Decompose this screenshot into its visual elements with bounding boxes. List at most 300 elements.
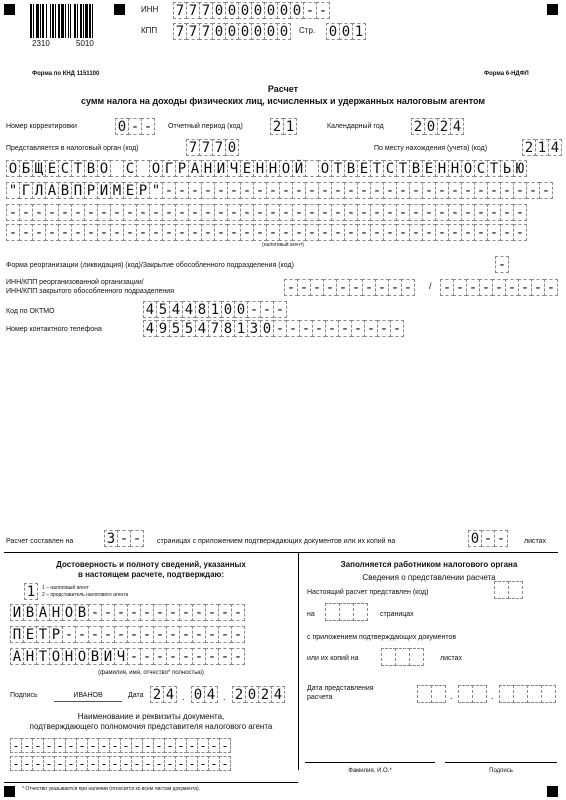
- char-cell[interactable]: -: [440, 279, 454, 296]
- char-cell[interactable]: -: [197, 756, 209, 771]
- char-cell[interactable]: -: [461, 224, 475, 241]
- char-cell[interactable]: -: [505, 279, 519, 296]
- char-cell[interactable]: -: [299, 320, 313, 337]
- char-cell[interactable]: -: [201, 182, 215, 199]
- char-cell[interactable]: -: [123, 204, 137, 221]
- char-cell[interactable]: -: [325, 320, 339, 337]
- char-cell[interactable]: 1: [24, 583, 38, 600]
- char-cell[interactable]: 2: [150, 686, 164, 703]
- char-cell[interactable]: -: [247, 301, 261, 318]
- char-cell[interactable]: -: [153, 648, 167, 665]
- char-cell[interactable]: -: [110, 224, 124, 241]
- char-cell[interactable]: Т: [71, 160, 85, 177]
- char-cell[interactable]: -: [388, 279, 402, 296]
- char-cell[interactable]: -: [208, 756, 220, 771]
- char-cell[interactable]: 0: [225, 139, 239, 156]
- char-cell[interactable]: Л: [32, 182, 46, 199]
- char-cell[interactable]: -: [338, 320, 352, 337]
- char-cell[interactable]: -: [166, 626, 180, 643]
- char-cell[interactable]: -: [65, 756, 77, 771]
- char-cell[interactable]: Г: [162, 160, 176, 177]
- char-cell[interactable]: -: [162, 204, 176, 221]
- char-cell[interactable]: -: [179, 648, 193, 665]
- char-cell[interactable]: -: [205, 604, 219, 621]
- char-cell[interactable]: -: [231, 648, 245, 665]
- char-cell[interactable]: -: [227, 224, 241, 241]
- char-cell[interactable]: -: [109, 756, 121, 771]
- char-cell[interactable]: П: [10, 626, 24, 643]
- char-cell[interactable]: -: [240, 182, 254, 199]
- char-cell[interactable]: -: [98, 756, 110, 771]
- char-cell[interactable]: -: [500, 204, 514, 221]
- char-cell[interactable]: В: [88, 648, 102, 665]
- char-cell[interactable]: -: [487, 204, 501, 221]
- char-cell[interactable]: ": [6, 182, 20, 199]
- date-month-cells[interactable]: [191, 686, 217, 703]
- char-cell[interactable]: -: [479, 279, 493, 296]
- char-cell[interactable]: 5: [169, 320, 183, 337]
- inspector-day-box-2[interactable]: [431, 685, 446, 703]
- char-cell[interactable]: -: [362, 279, 376, 296]
- char-cell[interactable]: -: [10, 738, 22, 753]
- char-cell[interactable]: -: [292, 224, 306, 241]
- char-cell[interactable]: С: [123, 160, 137, 177]
- char-cell[interactable]: Е: [23, 626, 37, 643]
- char-cell[interactable]: -: [396, 182, 410, 199]
- char-cell[interactable]: -: [140, 648, 154, 665]
- char-cell[interactable]: -: [214, 204, 228, 221]
- char-cell[interactable]: -: [481, 530, 495, 547]
- char-cell[interactable]: -: [357, 224, 371, 241]
- reorg-kpp-cells[interactable]: [440, 279, 557, 296]
- char-cell[interactable]: -: [422, 224, 436, 241]
- char-cell[interactable]: -: [487, 182, 501, 199]
- char-cell[interactable]: Т: [331, 160, 345, 177]
- char-cell[interactable]: -: [127, 648, 141, 665]
- char-cell[interactable]: -: [266, 204, 280, 221]
- char-cell[interactable]: -: [6, 204, 20, 221]
- char-cell[interactable]: -: [87, 738, 99, 753]
- char-cell[interactable]: -: [323, 279, 337, 296]
- char-cell[interactable]: -: [32, 204, 46, 221]
- char-cell[interactable]: -: [218, 604, 232, 621]
- char-cell[interactable]: 0: [221, 301, 235, 318]
- char-cell[interactable]: -: [188, 204, 202, 221]
- inspector-copies-box-3[interactable]: [409, 648, 424, 666]
- char-cell[interactable]: [305, 160, 319, 177]
- char-cell[interactable]: С: [58, 160, 72, 177]
- char-cell[interactable]: 3: [104, 530, 118, 547]
- char-cell[interactable]: -: [531, 279, 545, 296]
- char-cell[interactable]: -: [227, 182, 241, 199]
- char-cell[interactable]: -: [390, 320, 404, 337]
- char-cell[interactable]: -: [21, 738, 33, 753]
- char-cell[interactable]: -: [175, 756, 187, 771]
- char-cell[interactable]: -: [54, 738, 66, 753]
- char-cell[interactable]: -: [101, 604, 115, 621]
- date-day-cells[interactable]: [150, 686, 176, 703]
- char-cell[interactable]: -: [153, 604, 167, 621]
- char-cell[interactable]: -: [500, 182, 514, 199]
- char-cell[interactable]: Р: [49, 626, 63, 643]
- char-cell[interactable]: Ч: [114, 648, 128, 665]
- char-cell[interactable]: Р: [136, 182, 150, 199]
- char-cell[interactable]: -: [208, 738, 220, 753]
- char-cell[interactable]: -: [101, 626, 115, 643]
- char-cell[interactable]: -: [98, 738, 110, 753]
- char-cell[interactable]: О: [62, 604, 76, 621]
- name-cells[interactable]: [10, 626, 244, 643]
- char-cell[interactable]: -: [539, 182, 553, 199]
- char-cell[interactable]: Щ: [32, 160, 46, 177]
- char-cell[interactable]: 2: [232, 686, 246, 703]
- char-cell[interactable]: И: [10, 604, 24, 621]
- char-cell[interactable]: -: [448, 182, 462, 199]
- char-cell[interactable]: -: [84, 204, 98, 221]
- char-cell[interactable]: Т: [396, 160, 410, 177]
- char-cell[interactable]: -: [513, 204, 527, 221]
- char-cell[interactable]: -: [192, 648, 206, 665]
- char-cell[interactable]: -: [127, 604, 141, 621]
- char-cell[interactable]: -: [120, 738, 132, 753]
- char-cell[interactable]: -: [273, 320, 287, 337]
- char-cell[interactable]: -: [409, 182, 423, 199]
- char-cell[interactable]: 4: [548, 139, 562, 156]
- char-cell[interactable]: 7: [208, 320, 222, 337]
- char-cell[interactable]: 0: [245, 686, 259, 703]
- char-cell[interactable]: -: [76, 738, 88, 753]
- authority-cells[interactable]: [186, 139, 238, 156]
- char-cell[interactable]: Р: [175, 160, 189, 177]
- char-cell[interactable]: -: [175, 204, 189, 221]
- phone-cells[interactable]: [143, 320, 403, 337]
- char-cell[interactable]: -: [201, 224, 215, 241]
- char-cell[interactable]: -: [305, 224, 319, 241]
- char-cell[interactable]: -: [544, 279, 558, 296]
- char-cell[interactable]: -: [344, 204, 358, 221]
- patronymic-cells[interactable]: [10, 648, 244, 665]
- char-cell[interactable]: -: [45, 224, 59, 241]
- char-cell[interactable]: -: [435, 204, 449, 221]
- sign-value[interactable]: ИВАНОВ: [73, 692, 103, 699]
- char-cell[interactable]: -: [494, 530, 508, 547]
- char-cell[interactable]: Е: [240, 160, 254, 177]
- char-cell[interactable]: -: [149, 204, 163, 221]
- char-cell[interactable]: -: [162, 224, 176, 241]
- char-cell[interactable]: -: [409, 204, 423, 221]
- char-cell[interactable]: -: [401, 279, 415, 296]
- char-cell[interactable]: -: [164, 756, 176, 771]
- char-cell[interactable]: -: [140, 626, 154, 643]
- confirm-code-cell[interactable]: [24, 583, 37, 600]
- char-cell[interactable]: 5: [182, 320, 196, 337]
- char-cell[interactable]: -: [364, 320, 378, 337]
- char-cell[interactable]: -: [197, 738, 209, 753]
- char-cell[interactable]: -: [54, 756, 66, 771]
- location-cells[interactable]: [522, 139, 561, 156]
- char-cell[interactable]: -: [240, 224, 254, 241]
- char-cell[interactable]: -: [312, 320, 326, 337]
- char-cell[interactable]: -: [205, 626, 219, 643]
- char-cell[interactable]: -: [179, 626, 193, 643]
- char-cell[interactable]: -: [120, 756, 132, 771]
- char-cell[interactable]: -: [461, 204, 475, 221]
- char-cell[interactable]: Т: [370, 160, 384, 177]
- char-cell[interactable]: -: [88, 626, 102, 643]
- char-cell[interactable]: -: [214, 224, 228, 241]
- char-cell[interactable]: Й: [292, 160, 306, 177]
- char-cell[interactable]: Г: [19, 182, 33, 199]
- char-cell[interactable]: -: [336, 279, 350, 296]
- char-cell[interactable]: -: [513, 224, 527, 241]
- char-cell[interactable]: -: [179, 604, 193, 621]
- char-cell[interactable]: -: [474, 224, 488, 241]
- char-cell[interactable]: 2: [437, 118, 451, 135]
- char-cell[interactable]: -: [377, 320, 391, 337]
- char-cell[interactable]: -: [383, 224, 397, 241]
- inspector-code-box-2[interactable]: [508, 581, 523, 599]
- char-cell[interactable]: 7: [199, 139, 213, 156]
- char-cell[interactable]: 0: [191, 686, 205, 703]
- char-cell[interactable]: О: [149, 160, 163, 177]
- char-cell[interactable]: Т: [36, 626, 50, 643]
- char-cell[interactable]: -: [19, 204, 33, 221]
- char-cell[interactable]: -: [492, 279, 506, 296]
- char-cell[interactable]: Н: [49, 604, 63, 621]
- char-cell[interactable]: 0: [424, 118, 438, 135]
- char-cell[interactable]: 1: [234, 320, 248, 337]
- char-cell[interactable]: 4: [163, 686, 177, 703]
- char-cell[interactable]: -: [205, 648, 219, 665]
- inspector-month-box-2[interactable]: [472, 685, 487, 703]
- char-cell[interactable]: -: [219, 738, 231, 753]
- char-cell[interactable]: 3: [247, 320, 261, 337]
- char-cell[interactable]: 2: [258, 686, 272, 703]
- char-cell[interactable]: -: [284, 279, 298, 296]
- char-cell[interactable]: -: [32, 738, 44, 753]
- char-cell[interactable]: Ю: [513, 160, 527, 177]
- date-year-cells[interactable]: [232, 686, 284, 703]
- inspector-year-box-4[interactable]: [541, 685, 556, 703]
- char-cell[interactable]: ": [149, 182, 163, 199]
- char-cell[interactable]: -: [396, 204, 410, 221]
- char-cell[interactable]: О: [97, 160, 111, 177]
- inspector-pages-box-1[interactable]: [325, 603, 340, 621]
- char-cell[interactable]: -: [305, 204, 319, 221]
- char-cell[interactable]: -: [58, 204, 72, 221]
- char-cell[interactable]: 0: [260, 320, 274, 337]
- char-cell[interactable]: -: [130, 530, 144, 547]
- char-cell[interactable]: -: [128, 118, 142, 135]
- char-cell[interactable]: -: [142, 756, 154, 771]
- inspector-pages-box-3[interactable]: [353, 603, 368, 621]
- char-cell[interactable]: -: [45, 204, 59, 221]
- char-cell[interactable]: И: [214, 160, 228, 177]
- char-cell[interactable]: -: [292, 204, 306, 221]
- char-cell[interactable]: -: [75, 626, 89, 643]
- char-cell[interactable]: 4: [169, 301, 183, 318]
- char-cell[interactable]: -: [253, 224, 267, 241]
- char-cell[interactable]: О: [461, 160, 475, 177]
- char-cell[interactable]: -: [65, 738, 77, 753]
- char-cell[interactable]: С: [474, 160, 488, 177]
- char-cell[interactable]: -: [273, 301, 287, 318]
- surname-cells[interactable]: [10, 604, 244, 621]
- inspector-copies-box-1[interactable]: [381, 648, 396, 666]
- char-cell[interactable]: -: [71, 224, 85, 241]
- char-cell[interactable]: -: [201, 204, 215, 221]
- char-cell[interactable]: 7: [212, 139, 226, 156]
- char-cell[interactable]: Ч: [227, 160, 241, 177]
- char-cell[interactable]: -: [87, 756, 99, 771]
- char-cell[interactable]: -: [409, 224, 423, 241]
- char-cell[interactable]: -: [43, 756, 55, 771]
- char-cell[interactable]: -: [318, 204, 332, 221]
- char-cell[interactable]: -: [331, 224, 345, 241]
- char-cell[interactable]: -: [297, 279, 311, 296]
- char-cell[interactable]: -: [231, 626, 245, 643]
- char-cell[interactable]: О: [318, 160, 332, 177]
- char-cell[interactable]: 4: [450, 118, 464, 135]
- char-cell[interactable]: 1: [208, 301, 222, 318]
- char-cell[interactable]: -: [231, 604, 245, 621]
- char-cell[interactable]: -: [214, 182, 228, 199]
- char-cell[interactable]: Н: [201, 160, 215, 177]
- char-cell[interactable]: 2: [411, 118, 425, 135]
- char-cell[interactable]: -: [136, 224, 150, 241]
- char-cell[interactable]: -: [166, 648, 180, 665]
- char-cell[interactable]: -: [279, 224, 293, 241]
- char-cell[interactable]: А: [10, 648, 24, 665]
- reorg-inn-cells[interactable]: [284, 279, 414, 296]
- char-cell[interactable]: Е: [357, 160, 371, 177]
- char-cell[interactable]: -: [153, 738, 165, 753]
- char-cell[interactable]: -: [286, 320, 300, 337]
- char-cell[interactable]: -: [32, 756, 44, 771]
- char-cell[interactable]: -: [331, 204, 345, 221]
- char-cell[interactable]: Е: [422, 160, 436, 177]
- char-cell[interactable]: [136, 160, 150, 177]
- char-cell[interactable]: -: [114, 604, 128, 621]
- char-cell[interactable]: -: [526, 182, 540, 199]
- char-cell[interactable]: Ь: [500, 160, 514, 177]
- char-cell[interactable]: -: [253, 182, 267, 199]
- char-cell[interactable]: -: [383, 204, 397, 221]
- char-cell[interactable]: -: [188, 224, 202, 241]
- char-cell[interactable]: -: [10, 756, 22, 771]
- char-cell[interactable]: -: [218, 626, 232, 643]
- char-cell[interactable]: -: [76, 756, 88, 771]
- char-cell[interactable]: -: [127, 626, 141, 643]
- char-cell[interactable]: -: [292, 182, 306, 199]
- copies-cells[interactable]: [468, 530, 507, 547]
- char-cell[interactable]: -: [349, 279, 363, 296]
- char-cell[interactable]: -: [88, 604, 102, 621]
- period-cells[interactable]: [270, 118, 296, 135]
- char-cell[interactable]: -: [305, 182, 319, 199]
- inspector-copies-box-2[interactable]: [395, 648, 410, 666]
- char-cell[interactable]: -: [114, 626, 128, 643]
- agent-line-1[interactable]: [6, 160, 526, 177]
- oktmo-cells[interactable]: [143, 301, 286, 318]
- char-cell[interactable]: 4: [195, 320, 209, 337]
- char-cell[interactable]: Е: [123, 182, 137, 199]
- char-cell[interactable]: -: [487, 224, 501, 241]
- char-cell[interactable]: 1: [283, 118, 297, 135]
- char-cell[interactable]: Н: [62, 648, 76, 665]
- char-cell[interactable]: -: [97, 224, 111, 241]
- char-cell[interactable]: 0: [115, 118, 129, 135]
- char-cell[interactable]: Н: [23, 648, 37, 665]
- char-cell[interactable]: -: [260, 301, 274, 318]
- char-cell[interactable]: -: [109, 738, 121, 753]
- char-cell[interactable]: -: [422, 182, 436, 199]
- char-cell[interactable]: [110, 160, 124, 177]
- char-cell[interactable]: -: [166, 604, 180, 621]
- char-cell[interactable]: -: [164, 738, 176, 753]
- char-cell[interactable]: -: [58, 224, 72, 241]
- char-cell[interactable]: -: [253, 204, 267, 221]
- char-cell[interactable]: -: [188, 182, 202, 199]
- char-cell[interactable]: А: [45, 182, 59, 199]
- char-cell[interactable]: -: [500, 224, 514, 241]
- char-cell[interactable]: 5: [156, 301, 170, 318]
- char-cell[interactable]: -: [466, 279, 480, 296]
- char-cell[interactable]: -: [141, 118, 155, 135]
- char-cell[interactable]: В: [84, 160, 98, 177]
- char-cell[interactable]: С: [383, 160, 397, 177]
- char-cell[interactable]: -: [474, 204, 488, 221]
- char-cell[interactable]: -: [32, 224, 46, 241]
- char-cell[interactable]: -: [43, 738, 55, 753]
- char-cell[interactable]: О: [6, 160, 20, 177]
- char-cell[interactable]: -: [240, 204, 254, 221]
- char-cell[interactable]: -: [140, 604, 154, 621]
- char-cell[interactable]: -: [227, 204, 241, 221]
- char-cell[interactable]: -: [279, 204, 293, 221]
- char-cell[interactable]: -: [97, 204, 111, 221]
- char-cell[interactable]: 0: [234, 301, 248, 318]
- char-cell[interactable]: -: [448, 204, 462, 221]
- char-cell[interactable]: -: [279, 182, 293, 199]
- year-cells[interactable]: [411, 118, 463, 135]
- char-cell[interactable]: -: [357, 204, 371, 221]
- char-cell[interactable]: -: [131, 756, 143, 771]
- char-cell[interactable]: -: [186, 738, 198, 753]
- reorg-cells[interactable]: [495, 256, 508, 273]
- char-cell[interactable]: -: [474, 182, 488, 199]
- char-cell[interactable]: -: [175, 182, 189, 199]
- char-cell[interactable]: -: [219, 756, 231, 771]
- char-cell[interactable]: -: [21, 756, 33, 771]
- char-cell[interactable]: -: [62, 626, 76, 643]
- char-cell[interactable]: Р: [84, 182, 98, 199]
- char-cell[interactable]: -: [396, 224, 410, 241]
- char-cell[interactable]: -: [153, 756, 165, 771]
- char-cell[interactable]: 2: [270, 118, 284, 135]
- doc-line-2[interactable]: [10, 756, 230, 771]
- char-cell[interactable]: 4: [143, 301, 157, 318]
- char-cell[interactable]: -: [351, 320, 365, 337]
- char-cell[interactable]: 7: [186, 139, 200, 156]
- correction-cells[interactable]: [115, 118, 154, 135]
- char-cell[interactable]: В: [75, 604, 89, 621]
- char-cell[interactable]: -: [131, 738, 143, 753]
- char-cell[interactable]: -: [495, 256, 509, 273]
- char-cell[interactable]: -: [266, 182, 280, 199]
- char-cell[interactable]: -: [383, 182, 397, 199]
- char-cell[interactable]: Н: [253, 160, 267, 177]
